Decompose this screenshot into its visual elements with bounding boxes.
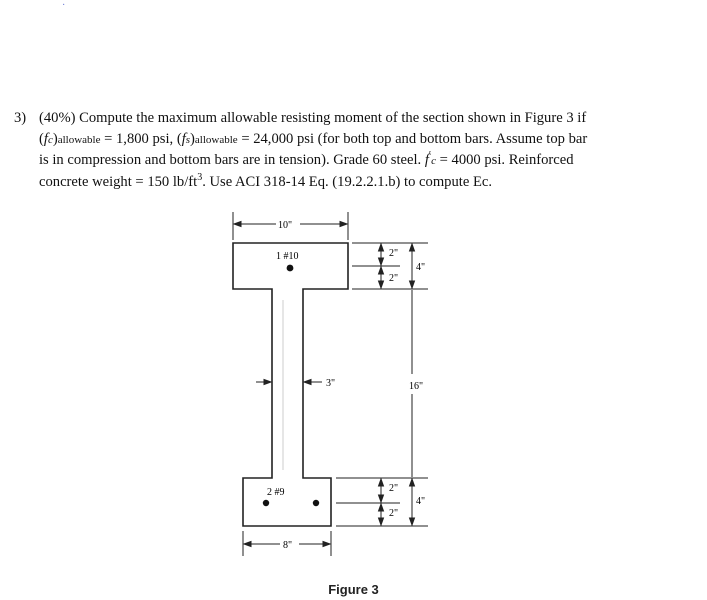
fprime-subscript: c	[431, 155, 436, 167]
top-bar-label: 1 #10	[276, 251, 299, 262]
problem-number: 3)	[14, 110, 27, 126]
problem-body: (40%) Compute the maximum allowable resisting moment of the section shown in Figure 3 if (fc)allowable = 1,800 psi, (fs)allowable = 24,000 psi (for both top and bottom bars. Assume top bar is in compression and bottom bars are in tension). Grade 60 steel. f′c = 4000 psi. Reinforced concrete weight = 150 $lb/ft^3$. Use ACI 318-14 Eq. (19.2.2.1.b) to compute Ec.	[39, 110, 588, 190]
problem-text-e: . Use ACI 318-14 Eq. (19.2.2.1.b) to compute Ec.	[202, 173, 492, 190]
stray-mark: ·	[62, 0, 66, 11]
top-width-label: 10"	[278, 220, 293, 231]
top-dim-2-upper: 2"	[389, 248, 399, 259]
fc-symbol: f	[43, 130, 48, 147]
fs-allowable-subscript: allowable	[194, 133, 238, 146]
bottom-width-label: 8"	[283, 540, 293, 551]
top-rebar-dot	[287, 265, 294, 272]
fc-subscript: c	[47, 133, 53, 146]
problem-text-c: is in compression and bottom bars are in tension). Grade 60 steel.	[39, 152, 422, 168]
bottom-rebar-dot-right	[313, 500, 319, 506]
fprime-mark: ′	[428, 150, 432, 162]
figure-caption: Figure 3	[328, 582, 379, 597]
bottom-dim-2-upper: 2"	[389, 483, 399, 494]
bottom-rebar-dot-left	[263, 500, 269, 506]
bottom-bar-label: 2 #9	[267, 487, 285, 498]
fs-value: = 24,000 psi (for both top and bottom bars. Assume top bar	[241, 130, 588, 147]
total-height-label: 16"	[409, 381, 424, 392]
fprime-symbol: f	[424, 152, 429, 168]
fc-value: = 1,800 psi,	[104, 130, 174, 147]
fs-subscript: s	[185, 133, 191, 146]
top-dim-2-lower: 2"	[389, 273, 399, 284]
top-dim-4: 4"	[416, 262, 426, 273]
fc-allowable-subscript: allowable	[57, 133, 101, 146]
web-thickness-dimension	[256, 380, 322, 385]
bottom-dim-4: 4"	[416, 496, 426, 507]
web-thickness-label: 3"	[326, 378, 336, 389]
problem-weight: (40%)	[39, 110, 76, 126]
bottom-dim-2-lower: 2"	[389, 508, 399, 519]
problem-text-a: Compute the maximum allowable resisting moment of the section shown in Figure 3 if	[79, 110, 587, 126]
fprime-value: = 4000 psi. Reinforced	[439, 152, 574, 168]
cubic-superscript: 3	[197, 171, 203, 183]
problem-text-d: concrete weight = 150 lb/ft	[39, 173, 198, 190]
fs-symbol: f	[181, 130, 186, 147]
